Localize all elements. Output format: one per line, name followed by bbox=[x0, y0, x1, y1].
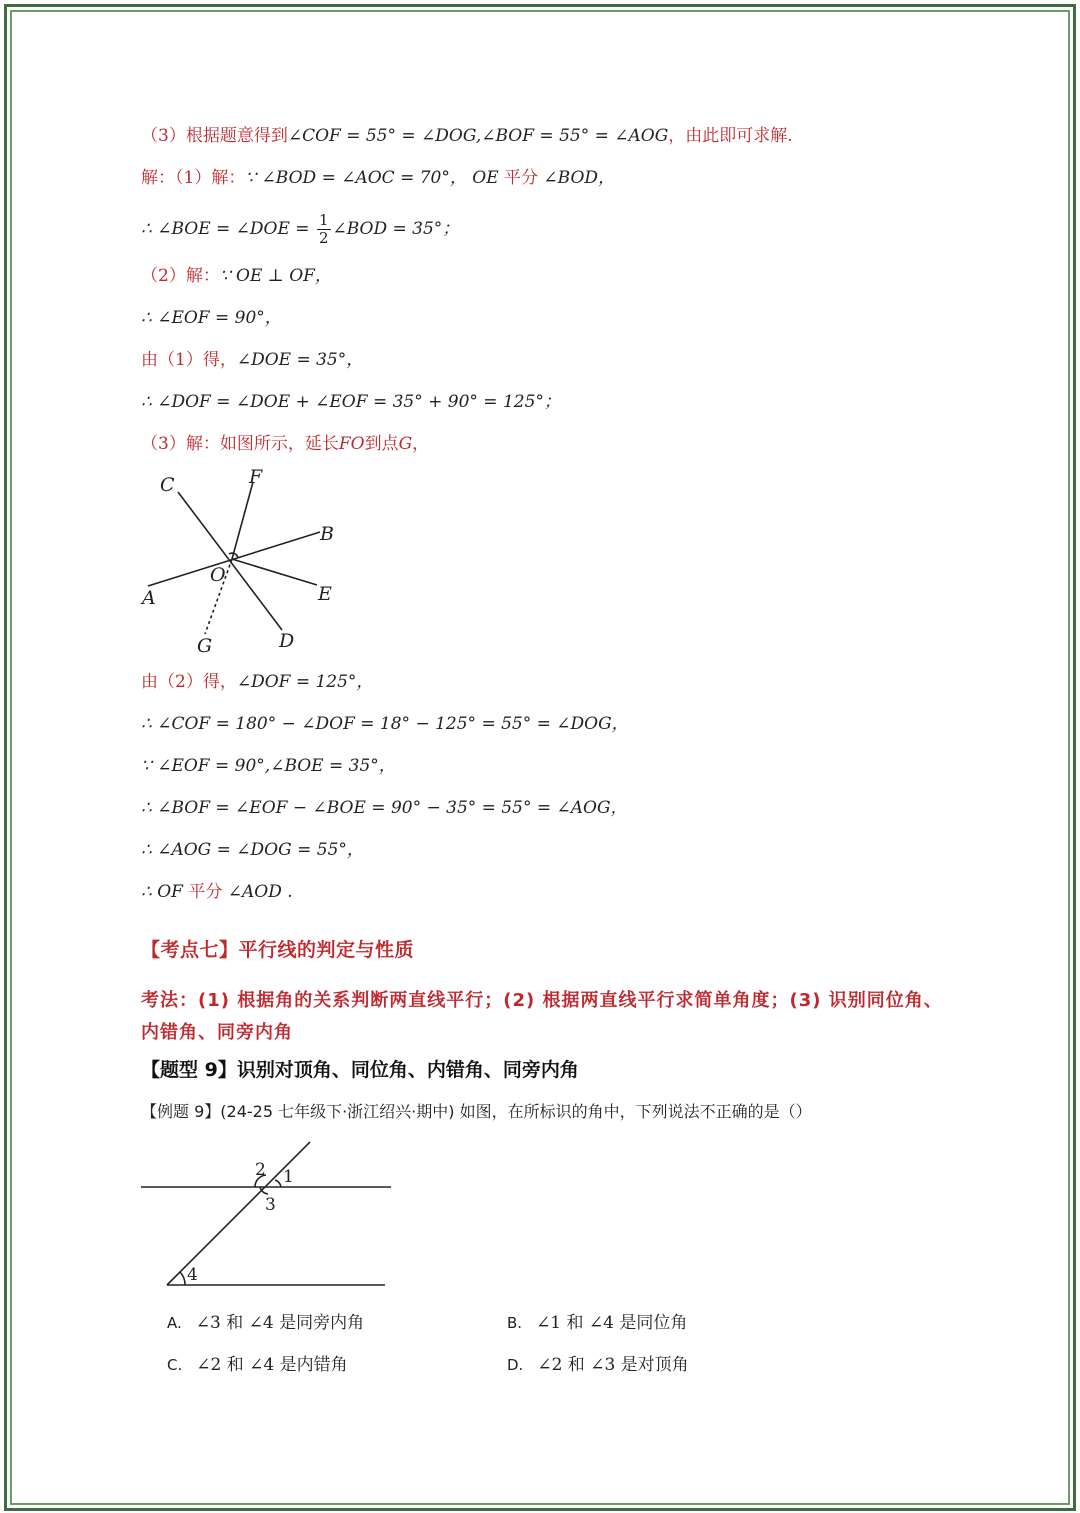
option-d[interactable]: D. ∠2 和 ∠3 是对顶角 bbox=[507, 1355, 689, 1375]
solution-part-3-from2: 由（2）得，∠DOF = 125°， bbox=[141, 672, 374, 692]
solution-part-3-bof: ∴ ∠BOF = ∠EOF − ∠BOE = 90° − 35° = 55° = ∠AOG， bbox=[141, 798, 628, 818]
solution-part-3: （3）解：如图所示，延长FO到点G， bbox=[141, 434, 430, 454]
parallel-lines-figure bbox=[135, 1138, 400, 1293]
label-D: D bbox=[279, 630, 295, 652]
solution-part-2-step: ∴ ∠EOF = 90°， bbox=[141, 308, 282, 328]
option-a[interactable]: A. ∠3 和 ∠4 是同旁内角 bbox=[167, 1313, 365, 1333]
option-b[interactable]: B. ∠1 和 ∠4 是同位角 bbox=[507, 1313, 688, 1333]
angle-4-arc bbox=[180, 1272, 185, 1285]
solution-part-2-from1: 由（1）得，∠DOE = 35°， bbox=[141, 350, 364, 370]
ray-OF bbox=[232, 482, 253, 559]
option-c[interactable]: C. ∠2 和 ∠4 是内错角 bbox=[167, 1355, 348, 1375]
solution-part-1: 解：（1）解：∵ ∠BOD = ∠AOC = 70°， OE 平分 ∠BOD， bbox=[141, 168, 616, 188]
label-F: F bbox=[249, 466, 263, 488]
solution-part-1-result: ∴ ∠BOE = ∠DOE = $\frac{1}{2}$ ∠BOD = 35°； bbox=[141, 211, 460, 247]
label-A: A bbox=[142, 587, 156, 609]
solution-part-3-cof: ∴ ∠COF = 180° − ∠DOF = 18° − 125° = 55° = ∠DOG， bbox=[141, 714, 629, 734]
solution-part-2: （2）解：∵ OE ⊥ OF， bbox=[141, 266, 332, 286]
solution-part-3-conclusion: ∴ OF 平分 ∠AOD . bbox=[141, 882, 293, 902]
label-O: O bbox=[210, 564, 226, 586]
label-angle-2: 2 bbox=[255, 1160, 266, 1180]
solution-part-3-given: ∵ ∠EOF = 90°,∠BOE = 35°， bbox=[141, 756, 396, 776]
solution-part-2-result: ∴ ∠DOF = ∠DOE + ∠EOF = 35° + 90° = 125°； bbox=[141, 392, 561, 412]
label-G: G bbox=[197, 635, 213, 657]
example-question: 【例题 9】(24-25 七年级下·浙江绍兴·期中) 如图，在所标识的角中，下列说法不正确的是（） bbox=[141, 1102, 812, 1121]
solution-part-3-aog: ∴ ∠AOG = ∠DOG = 55°， bbox=[141, 840, 364, 860]
label-B: B bbox=[320, 523, 334, 545]
section-heading: 【考点七】平行线的判定与性质 bbox=[141, 939, 415, 961]
label-angle-4: 4 bbox=[187, 1265, 198, 1285]
type-heading: 【题型 9】识别对顶角、同位角、内错角、同旁内角 bbox=[141, 1059, 579, 1081]
hint-3: （3）根据题意得到∠COF = 55° = ∠DOG,∠BOF = 55° = ∠AOG，由此即可求解. bbox=[141, 126, 793, 146]
label-C: C bbox=[160, 474, 175, 496]
section-method: 考法：(1) 根据角的关系判断两直线平行；(2) 根据两直线平行求简单角度；(3) 识别同位角、内错角、同旁内角 bbox=[141, 990, 943, 1043]
angle-figure-lines bbox=[130, 462, 360, 662]
label-E: E bbox=[318, 583, 332, 605]
label-angle-3: 3 bbox=[265, 1195, 276, 1215]
fraction-half: $\frac{1}{2}$ bbox=[318, 211, 329, 247]
angle-1-arc bbox=[275, 1180, 281, 1187]
transversal-line bbox=[167, 1142, 310, 1285]
label-angle-1: 1 bbox=[283, 1167, 294, 1187]
